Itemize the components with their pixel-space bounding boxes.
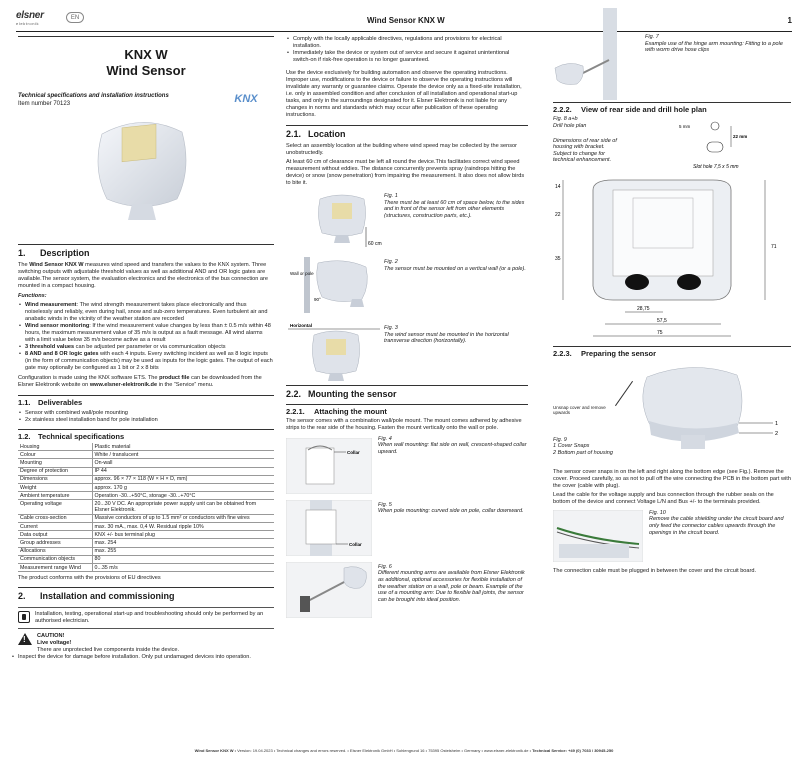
fig2-caption	[384, 259, 528, 272]
fig1-image	[306, 193, 384, 251]
page-number: 1	[787, 16, 792, 25]
fig10-caption	[649, 510, 791, 536]
fig2-image	[288, 255, 384, 315]
fig3-title: Fig. 3	[384, 325, 398, 332]
fig1-caption	[384, 193, 528, 219]
use-text: Use the device exclusively for building automation and observe the operating instructions. Improper use, modifications to the device or failure to observe the operating instructions will invalidate any warranty or guarantee claims. Operate the device only as a fixed-site installation, i.e. only in assembled condition and after conclusion of all installation and operational start-up tasks, and only in the surroundings designated for it. Elsner Elektronik is not liable for any changes in norms and standards which may occur after publication of these operating instructions.	[286, 70, 522, 118]
fig6-image	[286, 562, 372, 618]
arrow-up-icon	[615, 381, 633, 406]
spec-label: Current	[18, 523, 92, 531]
column-1	[18, 36, 274, 661]
website-link[interactable]: www.elsner-elektronik.de	[89, 382, 158, 389]
spec-value: Operation -30...+50°C, storage -30...+70°C	[92, 492, 274, 500]
sensor-mount	[128, 204, 156, 220]
caution-sub: Live voltage!	[37, 639, 72, 646]
fig10-title: Fig. 10	[649, 509, 666, 516]
spec-value: approx. 96 × 77 × 118 (W × H × D, mm)	[92, 475, 274, 483]
section-install-title: 2. Installation and commissioning	[18, 591, 175, 602]
dim-28-75: 28,75	[637, 306, 650, 313]
fig8-title: Fig. 8 a+b	[553, 116, 578, 123]
product-image	[82, 114, 202, 224]
fig6-title: Fig. 6	[378, 563, 392, 570]
spec-label: Colour	[18, 451, 92, 459]
fig7-title: Fig. 7	[645, 34, 659, 40]
spec-label: Measurement range Wind	[18, 564, 92, 572]
dim-22mm: 22 mm	[733, 134, 748, 140]
functions-list	[18, 302, 274, 372]
spec-label: Data output	[18, 531, 92, 539]
spec-label: Ambient temperature	[18, 492, 92, 500]
list-item: • 2x stainless steel installation band for pole installation	[18, 417, 274, 424]
fig9-item: 1 Cover Snaps	[553, 443, 590, 450]
plug-text: The connection cable must be plugged in between the cover and the circuit board.	[553, 567, 757, 574]
spec-label: Dimensions	[18, 475, 92, 483]
title-rule	[18, 36, 274, 37]
hand-icon	[18, 611, 30, 623]
column-2	[286, 36, 528, 620]
fig5-image	[286, 500, 372, 556]
figures-4-6	[286, 434, 528, 620]
fig1-label: 60 cm	[368, 241, 382, 248]
spec-label: Operating voltage	[18, 500, 92, 514]
dim-22: 22	[555, 212, 561, 219]
section-description-title: 1. Description	[18, 248, 90, 258]
dim-14: 14	[555, 184, 561, 191]
section-location-title: 2.1. Location	[286, 129, 346, 139]
table-row	[18, 539, 274, 547]
attach-text: The sensor comes with a combination wall/pole mount. The mount comes adhered by adhesive strips to the rear side of the housing. Fasten the mount vertically onto the wall or pole.	[286, 417, 522, 431]
spec-value: White / translucent	[92, 451, 274, 459]
page-header	[16, 10, 792, 32]
notice-box	[18, 607, 274, 629]
figures-1-3	[286, 189, 528, 385]
spec-label: Mounting	[18, 459, 92, 467]
column-3	[553, 36, 791, 577]
fig5-text: When pole mounting: curved side on pole, collar downward.	[378, 508, 524, 515]
fig5-caption	[378, 502, 528, 515]
list-item: • 8 AND and 8 OR logic gates with each 4 inputs. Every switching incident as well as 8 logic inputs (in the form of communication objects) may be used as inputs for the logic gates. The output of each gate may optionally be configured as 1 bit or 2 x 8 bits	[18, 351, 274, 372]
fig4-caption	[378, 436, 528, 456]
table-row	[18, 514, 274, 522]
fig2-text: The sensor must be mounted on a vertical wall (or a pole).	[384, 265, 526, 272]
fig1-title: Fig. 1	[384, 193, 398, 200]
caution-box	[18, 633, 274, 654]
description-intro: The Wind Sensor KNX W measures wind speed and transfers the values to the KNX system. Three switching outputs with adjustable threshold values as well as additional AND and OR logic gates are available.The sensor system, the evaluation electronics and the electronics of the bus connection are mounted in a compact housing.	[18, 262, 268, 290]
header-title: Wind Sensor KNX W	[367, 16, 445, 25]
fig3-caption	[384, 325, 528, 345]
dim-57-5: 57,5	[657, 318, 667, 325]
col2-bullets	[286, 36, 528, 64]
conformity-text: The product conforms with the provisions of EU directives	[18, 575, 161, 582]
table-row	[18, 484, 274, 492]
list-item: • 3 threshold values can be adjusted per parameter or via communication objects	[18, 344, 274, 351]
table-row	[18, 459, 274, 467]
list-item: • Inspect the device for damage before installation. Only put undamaged devices into operation.	[11, 654, 274, 661]
fig5-title: Fig. 5	[378, 501, 392, 508]
section-rear-title: 2.2.2. View of rear side and drill hole plan	[553, 105, 707, 114]
prep-p2: Lead the cable for the voltage supply and bus connection through the rubber seals on the bottom of the device and connect Voltage L/N and Bus +/- to the terminals provided.	[553, 491, 774, 505]
config-paragraph: Configuration is made using the KNX software ETS. The product file can be downloaded from the Elsner Elektronik website on www.elsner-elektronik.de in the “Service” menu.	[18, 375, 262, 389]
dim-71: 71	[771, 244, 777, 251]
fig6-text: Different mounting arms are available from Elsner Elektronik as additional, optional accessories for flexible installation of the weather station on a wall, pole or beam. Example of the use of a mounting arm: Due to flexible ball joints, the sensor can be brought into ideal position.	[378, 570, 525, 603]
table-row	[18, 564, 274, 572]
section-attach-title: 2.2.1. Attaching the mount	[286, 406, 387, 416]
prep-p1: The sensor cover snaps in on the left and right along the bottom edge (see Fig.). Remove the cover. Proceed carefully, so as not to pull off the wire connecting the PCB in the bottom part with the cover (cable with plug).	[553, 468, 791, 489]
doc-title: KNX W	[124, 47, 168, 62]
table-row	[18, 500, 274, 514]
slot-label: Slot hole 7,5 x 5 mm	[693, 164, 739, 171]
fig7-image	[553, 8, 639, 100]
table-row	[18, 555, 274, 563]
table-row	[18, 547, 274, 555]
table-row	[18, 443, 274, 451]
knx-logo: KNX	[234, 93, 258, 105]
figure-7	[553, 36, 791, 102]
location-p2: At least 60 cm of clearance must be left all round the device.This facilitates correct wind speed measurement without eddies. The distance concurrently prevents spray (raindrops hitting the device) or snow (snow penetration) from impairing the measurement. It also does not allow birds to bite it.	[286, 159, 525, 187]
fig2-label-angle: 90°	[314, 297, 321, 303]
spec-value: Massive conductors of up to 1.5 mm² or conductors with fine wires	[92, 514, 274, 522]
table-row	[18, 523, 274, 531]
spec-label: Group addresses	[18, 539, 92, 547]
spec-label: Cable cross-section	[18, 514, 92, 522]
list-item: • Immediately take the device or system out of service and secure it against unintentional switch-on if risk-free operation is no longer guaranteed.	[286, 50, 528, 64]
spec-label: Allocations	[18, 547, 92, 555]
fig9-title: Fig. 9	[553, 436, 567, 443]
spec-value: max. 254	[92, 539, 274, 547]
language-badge: EN	[66, 12, 84, 23]
spec-value: On-wall	[92, 459, 274, 467]
fig3-text: The wind sensor must be mounted in the horizontal transverse direction (horizontally).	[384, 331, 509, 345]
dim-5mm: 5 mm	[679, 124, 691, 130]
fig2-label-wall: Wall or pole	[290, 271, 314, 277]
section-mounting-title: 2.2. Mounting the sensor	[286, 389, 397, 400]
fig9-caption	[553, 437, 673, 457]
section-prep-title: 2.2.3. Preparing the sensor	[553, 349, 657, 359]
list-item: • Sensor with combined wall/pole mounting	[18, 410, 274, 417]
brand-logo-sub: elektronik	[16, 21, 40, 26]
spec-label: Housing	[18, 443, 92, 451]
notice-text: Installation, testing, operational start-up and troubleshooting should only be performed by an authorised electrician.	[35, 610, 264, 624]
prep-label: Unsnap cover and remove upwards	[553, 404, 606, 416]
caution-title: CAUTION!	[37, 632, 65, 639]
spec-label: Communication objects	[18, 555, 92, 563]
doc-subtitle: Technical specifications and installation instructions	[18, 93, 169, 99]
list-item: • Comply with the locally applicable directives, regulations and provisions for electrical installation.	[286, 36, 528, 50]
table-row	[18, 475, 274, 483]
brand-logo: elsner	[16, 10, 44, 21]
dim-75: 75	[657, 330, 663, 337]
spec-value: IP 44	[92, 467, 274, 475]
fig7-text: Example use of the hinge arm mounting: Fitting to a pole with worm drive hose clips	[645, 40, 783, 54]
fig9-num-2: 2	[775, 430, 779, 437]
table-row	[18, 451, 274, 459]
table-row	[18, 492, 274, 500]
fig7-caption	[645, 34, 791, 54]
fig9-item: 2 Bottom part of housing	[553, 449, 613, 456]
spec-label: Degree of protection	[18, 467, 92, 475]
spec-value: 80	[92, 555, 274, 563]
page-footer: Wind Sensor KNX W • Version: 19.04.2023 • Technical changes and errors reserved. • Elsner Elektronik GmbH • Sohlengrund 16 • 75395 Ostelsheim • Germany • www.elsner-elektronik.de • Technical Service: +49 (0) 7033 / 30945-250	[194, 748, 614, 753]
figure-9	[553, 361, 791, 469]
spec-value: approx. 170 g	[92, 484, 274, 492]
fig3-label: Horizontal	[290, 323, 312, 329]
item-number: Item number 70123	[18, 100, 71, 107]
list-item: • Wind measurement: The wind strength measurement takes place electronically and thus noiselessly and reliably, even during hail, snow and sub-zero temperatures. Even turbulent air and anabatic winds in the vicinity of the weather station are recorded	[18, 302, 274, 323]
figure-8	[553, 116, 791, 346]
location-p1: Select an assembly location at the building where wind speed may be collected by the sensor unobstructedly.	[286, 143, 518, 157]
section-tech-title: 1.2. Technical specifications	[18, 431, 125, 441]
list-item: • Wind sensor monitoring: If the wind measurement value changes by less than ± 0.5 m/s within 48 hours, the maximum measurement value of 35 m/s is output as a fault message. All wind alarms with a limit value below 35 m/s become active as a result	[18, 323, 274, 344]
dim-35: 35	[555, 256, 561, 263]
spec-label: Weight	[18, 484, 92, 492]
spec-value: 0...35 m/s	[92, 564, 274, 572]
fig10-image	[553, 510, 643, 562]
fig8-sub: Drill hole plan	[553, 122, 587, 129]
section-deliverables-title: 1.1. Deliverables	[18, 398, 83, 408]
fig1-text: There must be at least 60 cm of space below, to the sides and in front of the sensor left from other elements (structures, construction parts, etc.).	[384, 199, 525, 220]
fig3-image	[288, 321, 384, 383]
fig4-label: Collar	[347, 449, 360, 455]
deliverables-list	[18, 410, 274, 424]
sensor-panel	[122, 124, 156, 162]
table-row	[18, 531, 274, 539]
table-row	[18, 467, 274, 475]
spec-value: max. 30 mA., max. 0,4 W. Residual ripple 10%	[92, 523, 274, 531]
fig8-caption	[553, 116, 623, 164]
drill-hole-plan	[623, 116, 791, 174]
fig5-label: Collar	[349, 541, 362, 547]
fig10-text: Remove the cable shielding under the circuit board and only feed the connector cables upwards through the openings in the circuit board.	[649, 516, 784, 536]
doc-title-2: Wind Sensor	[106, 63, 186, 78]
fig6-caption	[378, 564, 528, 604]
spec-value: Plastic material	[92, 443, 274, 451]
spec-value: max. 255	[92, 547, 274, 555]
fig4-text: When wall mounting: flat side on wall, crescent-shaped collar upward.	[378, 442, 527, 456]
spec-value: KNX +/- bus terminal plug	[92, 531, 274, 539]
fig4-image	[286, 438, 372, 494]
fig8-text: Dimensions of rear side of housing with bracket. Subject to change for technical enhancement.	[553, 137, 617, 164]
caution-text: There are unprotected live components inside the device.	[37, 646, 180, 653]
fig4-title: Fig. 4	[378, 435, 392, 442]
warning-icon: !	[18, 633, 32, 645]
tech-spec-table	[18, 443, 274, 572]
fig9-num-1: 1	[775, 420, 779, 427]
rear-view-drawing	[553, 176, 791, 346]
spec-value: 20...30 V DC. An appropriate power supply unit can be obtained from Elsner Elektronik.	[92, 500, 274, 514]
fig2-title: Fig. 2	[384, 259, 398, 266]
figure-10	[553, 508, 791, 564]
functions-label: Functions:	[18, 293, 47, 300]
